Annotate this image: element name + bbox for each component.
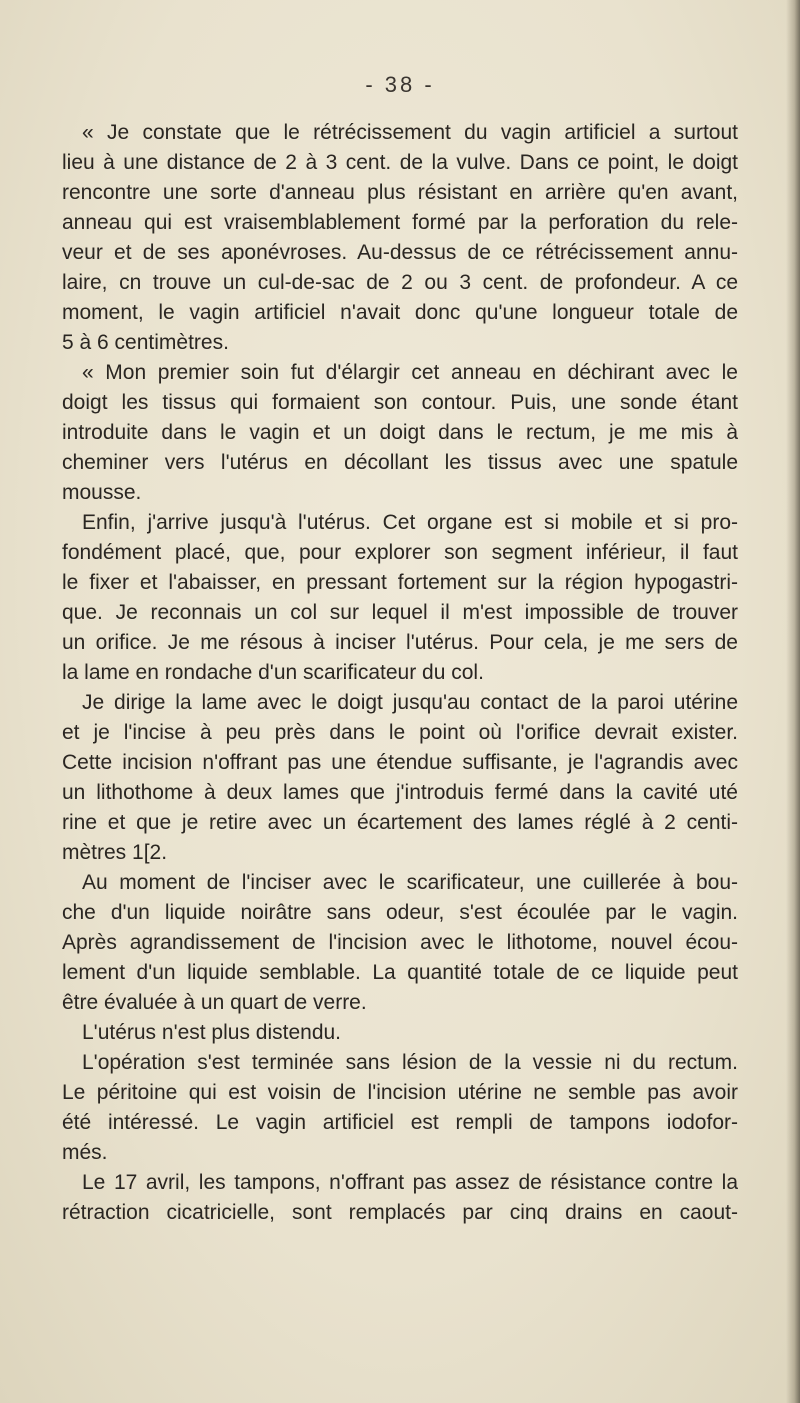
text-line: més.	[62, 1141, 108, 1164]
text-line: 5 à 6 centimètres.	[62, 331, 229, 354]
text-line: Le péritoine qui est voisin de l'incision utérine ne semble pas avoir	[62, 1081, 738, 1104]
text-line: lieu à une distance de 2 à 3 cent. de la vulve. Dans ce point, le doigt	[62, 151, 738, 174]
text-line: Cette incision n'offrant pas une étendue suffisante, je l'agrandis avec	[62, 751, 738, 774]
text-line: lement d'un liquide semblable. La quantité totale de ce liquide peut	[62, 961, 738, 984]
text-line: et je l'incise à peu près dans le point où l'orifice devrait exister.	[62, 721, 738, 744]
text-line: un lithothome à deux lames que j'introduis fermé dans la cavité uté	[62, 781, 738, 804]
text-line: anneau qui est vraisemblablement formé par la perforation du rele-	[62, 211, 738, 234]
text-line: Enfin, j'arrive jusqu'à l'utérus. Cet organe est si mobile et si pro-	[82, 511, 738, 534]
text-line: introduite dans le vagin et un doigt dans le rectum, je me mis à	[62, 421, 738, 444]
text-line: fondément placé, que, pour explorer son segment inférieur, il faut	[62, 541, 738, 564]
text-line: rencontre une sorte d'anneau plus résistant en arrière qu'en avant,	[62, 181, 738, 204]
page-number: - 38 -	[365, 72, 435, 97]
text-line: rétraction cicatricielle, sont remplacés par cinq drains en caout-	[62, 1201, 738, 1224]
text-line: été intéressé. Le vagin artificiel est rempli de tampons iodofor-	[62, 1111, 738, 1134]
text-line: laire, cn trouve un cul-de-sac de 2 ou 3 cent. de profondeur. A ce	[62, 271, 738, 294]
text-line: « Mon premier soin fut d'élargir cet anneau en déchirant avec le	[82, 361, 738, 384]
text-line: la lame en rondache d'un scarificateur du col.	[62, 661, 484, 684]
text-line: rine et que je retire avec un écartement des lames réglé à 2 centi-	[62, 811, 738, 834]
text-line: être évaluée à un quart de verre.	[62, 991, 367, 1014]
text-line: L'utérus n'est plus distendu.	[82, 1021, 342, 1044]
body-text	[62, 118, 738, 1228]
text-line: que. Je reconnais un col sur lequel il m'est impossible de trouver	[62, 601, 738, 624]
page-edge-shadow	[786, 0, 800, 1403]
text-line: mètres 1[2.	[62, 841, 168, 864]
text-line: « Je constate que le rétrécissement du vagin artificiel a surtout	[82, 121, 738, 144]
text-line: Après agrandissement de l'incision avec le lithotome, nouvel écou-	[62, 931, 738, 954]
text-line: Je dirige la lame avec le doigt jusqu'au contact de la paroi utérine	[82, 691, 738, 714]
text-line: cheminer vers l'utérus en décollant les tissus avec une spatule	[62, 451, 738, 474]
text-line: che d'un liquide noirâtre sans odeur, s'est écoulée par le vagin.	[62, 901, 738, 924]
text-line: Au moment de l'inciser avec le scarificateur, une cuillerée à bou-	[82, 871, 738, 894]
text-line: veur et de ses aponévroses. Au-dessus de ce rétrécissement annu-	[62, 241, 738, 264]
text-line: L'opération s'est terminée sans lésion de la vessie ni du rectum.	[82, 1051, 738, 1074]
text-line: le fixer et l'abaisser, en pressant fortement sur la région hypogastri-	[62, 571, 738, 594]
text-line: un orifice. Je me résous à inciser l'utérus. Pour cela, je me sers de	[62, 631, 738, 654]
text-line: Le 17 avril, les tampons, n'offrant pas assez de résistance contre la	[82, 1171, 738, 1194]
text-line: doigt les tissus qui formaient son contour. Puis, une sonde étant	[62, 391, 738, 414]
text-line: mousse.	[62, 481, 142, 504]
text-line: moment, le vagin artificiel n'avait donc qu'une longueur totale de	[62, 301, 738, 324]
